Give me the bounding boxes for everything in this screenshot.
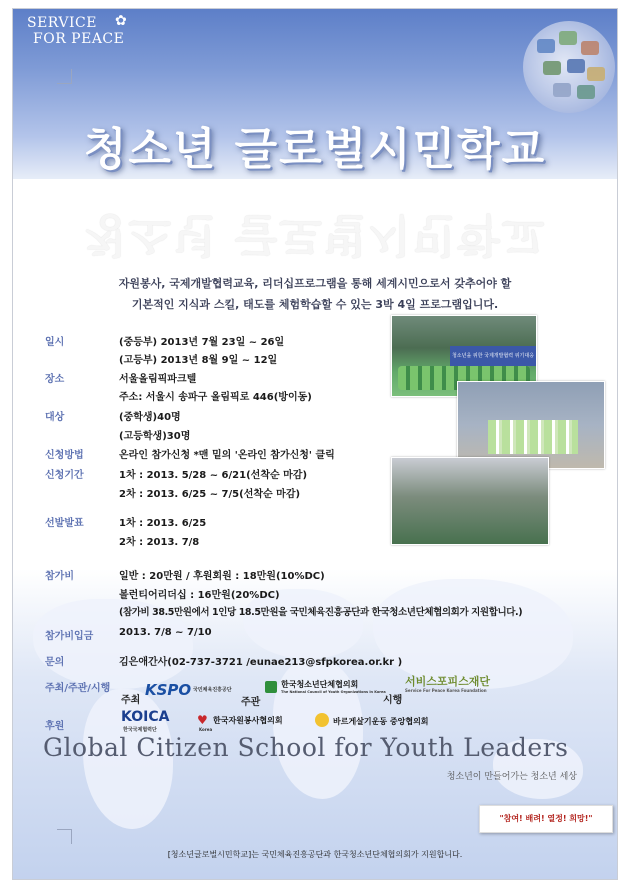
executor-name: 서비스포피스재단	[405, 675, 491, 688]
value-target-1: (중학생)40명	[119, 412, 181, 423]
value-fee-3: (참가비 38.5만원에서 1인당 18.5만원을 국민체육진흥공단과 한국청소년단체협의회가 지원합니다.)	[119, 607, 523, 618]
koica-logo-text: KOICA	[121, 709, 170, 725]
dove-icon: ✿	[115, 13, 128, 29]
support2-en: Korea	[199, 727, 213, 732]
host-label: 주최	[121, 695, 141, 706]
value-fee-2: 볼런티어리더십 : 16만원(20%DC)	[119, 590, 280, 601]
intro-line-1: 자원봉사, 국제개발협력교육, 리더십프로그램을 통해 세계시민으로서 갖추어야 할	[118, 277, 512, 290]
poster	[12, 8, 618, 880]
value-venue-1: 서울올림픽파크텔	[119, 374, 197, 385]
label-apply-period: 신청기간	[45, 470, 84, 481]
value-apply-period-1: 1차 : 2013. 5/28 ~ 6/21(선착순 마감)	[119, 470, 308, 481]
value-venue-2: 주소: 서울시 송파구 올림픽로 446(방이동)	[119, 392, 312, 403]
executor-en: Service For Peace Korea Foundation	[405, 688, 487, 693]
label-target: 대상	[45, 412, 65, 423]
service-for-peace-logo	[27, 13, 128, 47]
ncyok-emblem-icon	[265, 681, 277, 693]
label-announcement: 선발발표	[45, 518, 84, 529]
label-fee: 참가비	[45, 571, 74, 582]
sfp-foundation-logo	[405, 673, 505, 699]
label-contact: 문의	[45, 657, 65, 668]
organizer-label: 주관	[241, 697, 261, 708]
label-apply-method: 신청방법	[45, 450, 84, 461]
value-announcement-2: 2차 : 2013. 7/8	[119, 537, 200, 548]
globe-photo-collage	[523, 21, 615, 113]
value-announcement-1: 1차 : 2013. 6/25	[119, 518, 207, 529]
value-date-1: (중등부) 2013년 7월 23일 ~ 26일	[119, 337, 285, 348]
value-fee-1: 일반 : 20만원 / 후원회원 : 18만원(10%DC)	[119, 571, 325, 582]
tagline: 청소년이 만들어가는 청소년 세상	[446, 772, 577, 782]
organizer-name: 한국청소년단체협의회	[281, 680, 359, 689]
label-date: 일시	[45, 337, 65, 348]
executor-label: 시행	[383, 695, 403, 706]
label-venue: 장소	[45, 374, 65, 385]
label-host: 주최/주관/시행	[45, 683, 111, 694]
logo-line1: SERVICE	[27, 15, 97, 31]
volunteer-council-logo	[197, 713, 317, 735]
barge-emblem-icon	[315, 713, 329, 727]
value-apply-period-2: 2차 : 2013. 6/25 ~ 7/5(선착순 마감)	[119, 489, 301, 500]
presenting-students	[488, 420, 578, 454]
label-support: 후원	[45, 721, 65, 732]
heart-icon: ♥	[197, 713, 208, 727]
title-reflection: 청소년 글로벌시민학교	[83, 209, 547, 260]
value-date-2: (고등부) 2013년 8월 9일 ~ 12일	[119, 355, 278, 366]
label-payment: 참가비입금	[45, 631, 94, 642]
photo-banner-sign: 청소년을 위한 국제개발협력 위기대응	[450, 346, 536, 366]
ncyok-logo	[265, 679, 385, 703]
value-contact: 김은애간사(02-737-3721 /eunae213@sfpkorea.or.kr )	[119, 657, 403, 668]
kspo-logo	[145, 681, 233, 703]
value-apply-method: 온라인 참가신청 *맨 밑의 '온라인 참가신청' 클릭	[119, 450, 335, 461]
presentation-photo	[457, 381, 605, 469]
intro-line-2: 기본적인 지식과 스킬, 태도를 체험학습할 수 있는 3박 4일 프로그램입니다.	[131, 298, 499, 311]
kspo-logo-sub: 국민체육진흥공단	[193, 687, 232, 693]
support2-name: 한국자원봉사협의회	[213, 716, 283, 725]
corner-mark	[57, 69, 72, 84]
footer-note: [청소년글로벌시민학교]는 국민체육진흥공단과 한국청소년단체협의회가 지원합니다.	[167, 850, 463, 859]
corner-mark	[57, 829, 72, 844]
barge-salgi-logo	[315, 713, 465, 735]
value-payment: 2013. 7/8 ~ 7/10	[119, 627, 212, 638]
organizer-en: The National Council of Youth Organizations in Korea	[281, 690, 386, 694]
support3-name: 바르게살기운동 중앙협의회	[333, 717, 429, 726]
logo-line2: FOR PEACE	[33, 31, 125, 47]
intro-text	[53, 273, 577, 315]
english-title: Global Citizen School for Youth Leaders	[43, 733, 569, 762]
laptop-activity-photo	[391, 457, 549, 545]
kspo-logo-text: KSPO	[145, 681, 192, 699]
koica-logo	[121, 709, 185, 735]
slogan-card: "참여! 배려! 열정! 희망!"	[479, 805, 613, 833]
page-title: 청소년 글로벌시민학교	[83, 124, 547, 175]
header-banner	[13, 9, 617, 179]
koica-logo-sub: 한국국제협력단	[123, 727, 157, 733]
value-target-2: (고등학생)30명	[119, 431, 191, 442]
